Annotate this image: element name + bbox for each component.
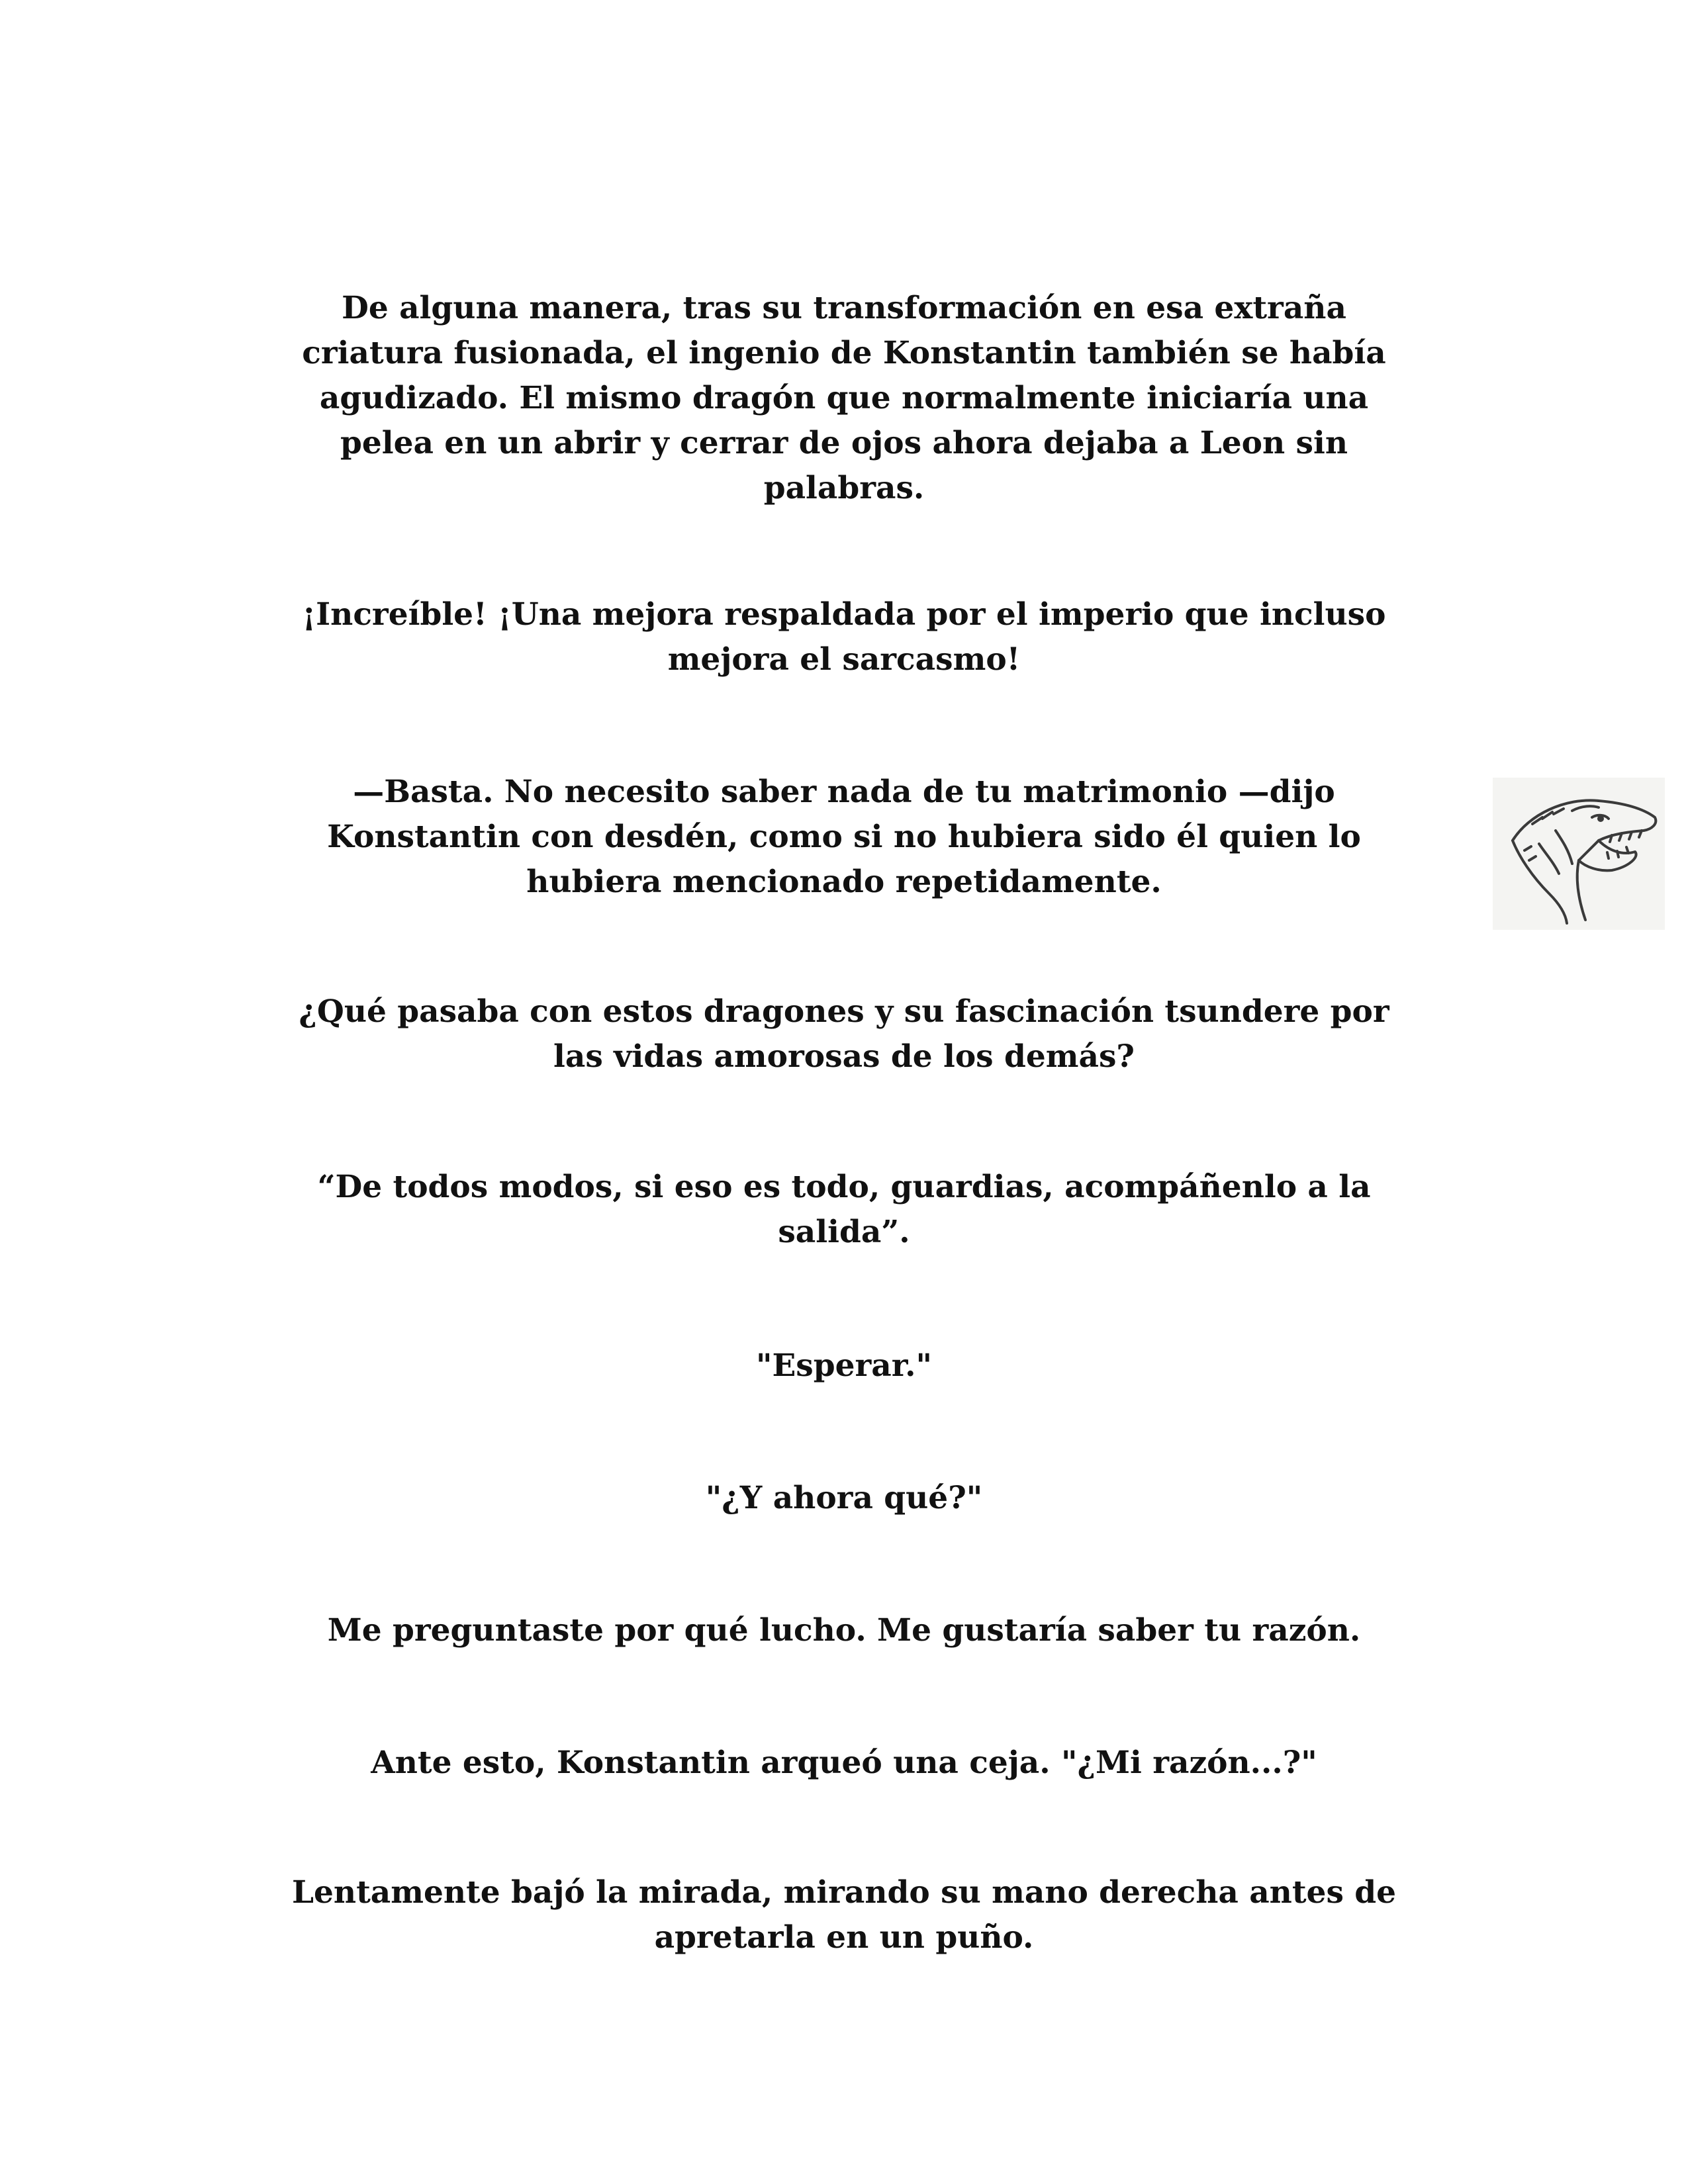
text-line: pelea en un abrir y cerrar de ojos ahora dejaba a Leon sin — [340, 425, 1348, 461]
text-line: agudizado. El mismo dragón que normalmente iniciaría una — [319, 380, 1369, 416]
text-line: salida”. — [778, 1214, 910, 1250]
paragraph-3 — [218, 770, 1470, 905]
text-line: apretarla en un puño. — [654, 1919, 1034, 1956]
paragraph-4 — [218, 989, 1470, 1079]
text-line: —Basta. No necesito saber nada de tu matrimonio —dijo — [353, 774, 1335, 810]
paragraph-1 — [218, 286, 1470, 511]
text-line: Konstantin con desdén, como si no hubiera sido él quien lo — [327, 819, 1361, 855]
dinosaur-head-sketch-icon — [1493, 778, 1665, 930]
text-line: De alguna manera, tras su transformación en esa extraña — [342, 290, 1346, 326]
paragraph-9 — [218, 1741, 1470, 1786]
text-line: palabras. — [763, 470, 925, 506]
text-line: Me preguntaste por qué lucho. Me gustaría saber tu razón. — [327, 1612, 1361, 1649]
text-line: las vidas amorosas de los demás? — [553, 1038, 1135, 1075]
text-line: Lentamente bajó la mirada, mirando su mano derecha antes de — [291, 1874, 1397, 1911]
text-line: mejora el sarcasmo! — [667, 641, 1021, 678]
paragraph-7 — [218, 1476, 1470, 1521]
text-line: ¡Increíble! ¡Una mejora respaldada por el imperio que incluso — [302, 596, 1386, 633]
text-line: criatura fusionada, el ingenio de Konstantin también se había — [302, 335, 1386, 371]
paragraph-6 — [218, 1343, 1470, 1388]
text-line: hubiera mencionado repetidamente. — [526, 864, 1162, 900]
paragraph-2 — [218, 592, 1470, 682]
text-line: ¿Qué pasaba con estos dragones y su fascinación tsundere por — [299, 993, 1389, 1030]
text-line: "¿Y ahora qué?" — [705, 1480, 983, 1516]
text-line: Ante esto, Konstantin arqueó una ceja. "¿Mi razón...?" — [371, 1745, 1317, 1781]
paragraph-10 — [218, 1870, 1470, 1960]
paragraph-5 — [218, 1165, 1470, 1255]
paragraph-8 — [218, 1608, 1470, 1653]
text-line: “De todos modos, si eso es todo, guardias, acompáñenlo a la — [317, 1169, 1371, 1205]
text-line: "Esperar." — [755, 1347, 933, 1384]
